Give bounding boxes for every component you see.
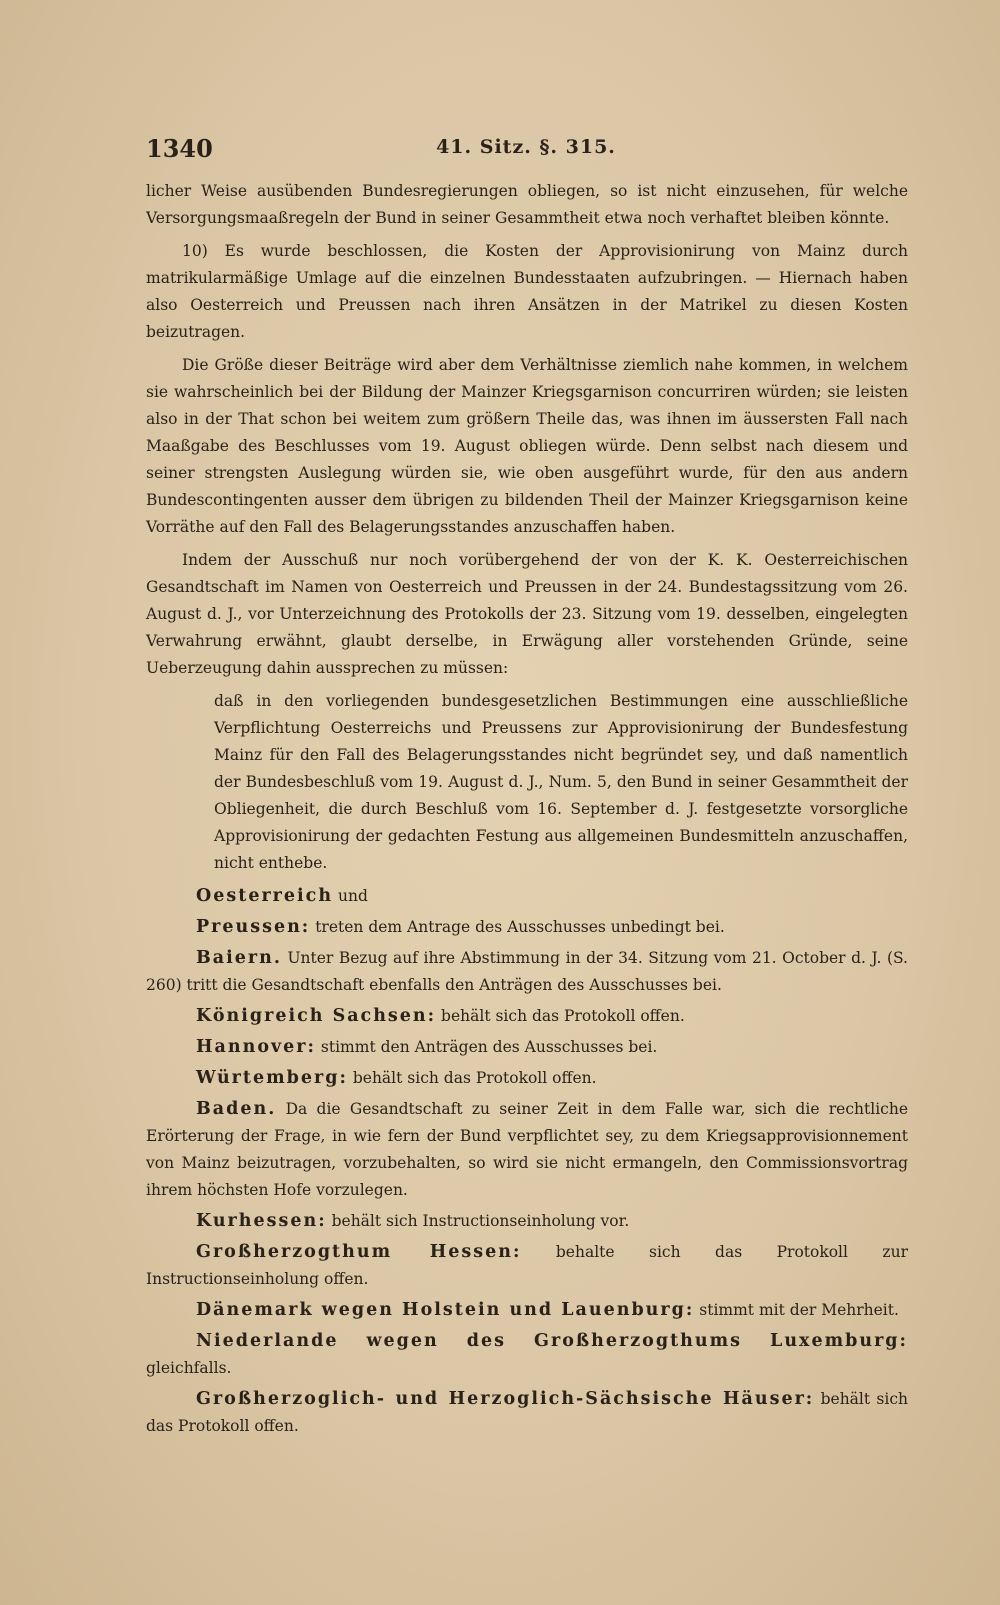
state-name: Baden.	[196, 1099, 277, 1119]
vote-baden	[146, 1096, 908, 1204]
page-number: 1340	[146, 134, 213, 163]
running-head: 41. Sitz. §. 315.	[436, 136, 616, 158]
vote-text: Unter Bezug auf ihre Abstimmung in der 34. Sitzung vom 21. October d. J. (S. 260) tritt die Gesandtschaft ebenfalls den Anträgen des Ausschusses bei.	[146, 949, 908, 994]
vote-baiern	[146, 945, 908, 999]
document-body	[146, 178, 908, 1444]
vote-daenemark	[146, 1297, 908, 1324]
state-name: Oesterreich	[196, 886, 334, 906]
state-name: Würtemberg:	[196, 1068, 348, 1088]
vote-wuertemberg	[146, 1065, 908, 1092]
paragraph: Die Größe dieser Beiträge wird aber dem Verhältnisse ziemlich nahe kommen, in welchem sie wahrscheinlich bei der Bildung der Mainzer Kriegsgarnison concurriren würden; sie leisten also in der That schon bei weitem zum größern Theile das, was ihnen im äussersten Fall nach Maaßgabe des Beschlusses vom 19. August obliegen würde. Denn selbst nach diesem und seiner strengsten Auslegung würden sie, wie oben ausgeführt wurde, für den aus andern Bundescontingenten ausser dem übrigen zu bildenden Theil der Mainzer Kriegsgarnison keine Vorräthe auf den Fall des Belagerungsstandes anzuschaffen haben.	[146, 356, 908, 536]
state-name: Königreich Sachsen:	[196, 1006, 437, 1026]
state-name: Baiern.	[196, 948, 282, 968]
state-name: Dänemark wegen Holstein und Lauenburg:	[196, 1300, 695, 1320]
vote-hannover	[146, 1034, 908, 1061]
vote-niederlande	[146, 1328, 908, 1382]
vote-kurhessen	[146, 1208, 908, 1235]
vote-text: stimmt mit der Mehrheit.	[699, 1301, 899, 1319]
vote-preussen	[146, 914, 908, 941]
state-name: Preussen:	[196, 917, 311, 937]
state-name: Niederlande wegen des Großherzogthums Luxemburg:	[196, 1331, 908, 1351]
vote-text: und	[338, 887, 368, 905]
vote-text: Da die Gesandtschaft zu seiner Zeit in dem Falle war, sich die rechtliche Erörterung der Frage, in wie fern der Bund verpflichtet sey, zu dem Kriegsapprovisionnement von Mainz beizutragen, vorzubehalten, so wird sie nicht ermangeln, den Commissionsvortrag ihrem höchsten Hofe vorzulegen.	[146, 1100, 908, 1199]
vote-text: gleichfalls.	[146, 1359, 232, 1377]
state-name: Großherzogthum Hessen:	[196, 1242, 522, 1262]
paragraph: 10) Es wurde beschlossen, die Kosten der Approvisionirung von Mainz durch matrikularmäßige Umlage auf die einzelnen Bundesstaaten aufzubringen. — Hiernach haben also Oesterreich und Preussen nach ihren Ansätzen in der Matrikel zu diesen Kosten beizutragen.	[146, 242, 908, 341]
vote-text: stimmt den Anträgen des Ausschusses bei.	[320, 1038, 658, 1056]
vote-text: behält sich das Protokoll offen.	[352, 1069, 597, 1087]
vote-oesterreich	[146, 883, 908, 910]
vote-text: behält sich Instructionseinholung vor.	[331, 1212, 630, 1230]
vote-hessen	[146, 1239, 908, 1293]
state-name: Kurhessen:	[196, 1211, 327, 1231]
state-name: Großherzoglich- und Herzoglich-Sächsische Häuser:	[196, 1389, 815, 1409]
vote-text: behält sich das Protokoll offen.	[441, 1007, 685, 1025]
paragraph: licher Weise ausübenden Bundesregierungen obliegen, so ist nicht einzusehen, für welche Versorgungsmaaßregeln der Bund in seiner Gesammtheit etwa noch verhaftet bleiben könnte.	[146, 182, 908, 227]
state-name: Hannover:	[196, 1037, 316, 1057]
vote-text: behalte sich das Protokoll zur Instructionseinholung offen.	[146, 1243, 908, 1288]
resolution-quote: daß in den vorliegenden bundesgesetzlichen Bestimmungen eine ausschließliche Verpflichtung Oesterreichs und Preussens zur Approvisionirung der Bundesfestung Mainz für den Fall des Belagerungsstandes nicht begründet sey, und daß namentlich der Bundesbeschluß vom 19. August d. J., Num. 5, den Bund in seiner Gesammtheit der Obliegenheit, die durch Beschluß vom 16. September d. J. festgesetzte vorsorgliche Approvisionirung der gedachten Festung aus allgemeinen Bundesmitteln anzuschaffen, nicht enthebe.	[214, 692, 908, 872]
vote-saechsische-haeuser	[146, 1386, 908, 1440]
page-header	[146, 134, 906, 168]
vote-text: behält sich das Protokoll offen.	[146, 1390, 908, 1435]
vote-sachsen	[146, 1003, 908, 1030]
vote-text: treten dem Antrage des Ausschusses unbedingt bei.	[315, 918, 725, 936]
paragraph: Indem der Ausschuß nur noch vorübergehend der von der K. K. Oesterreichischen Gesandtschaft im Namen von Oesterreich und Preussen in der 24. Bundestagssitzung vom 26. August d. J., vor Unterzeichnung des Protokolls der 23. Sitzung vom 19. desselben, eingelegten Verwahrung erwähnt, glaubt derselbe, in Erwägung aller vorstehenden Gründe, seine Ueberzeugung dahin aussprechen zu müssen:	[146, 551, 908, 677]
